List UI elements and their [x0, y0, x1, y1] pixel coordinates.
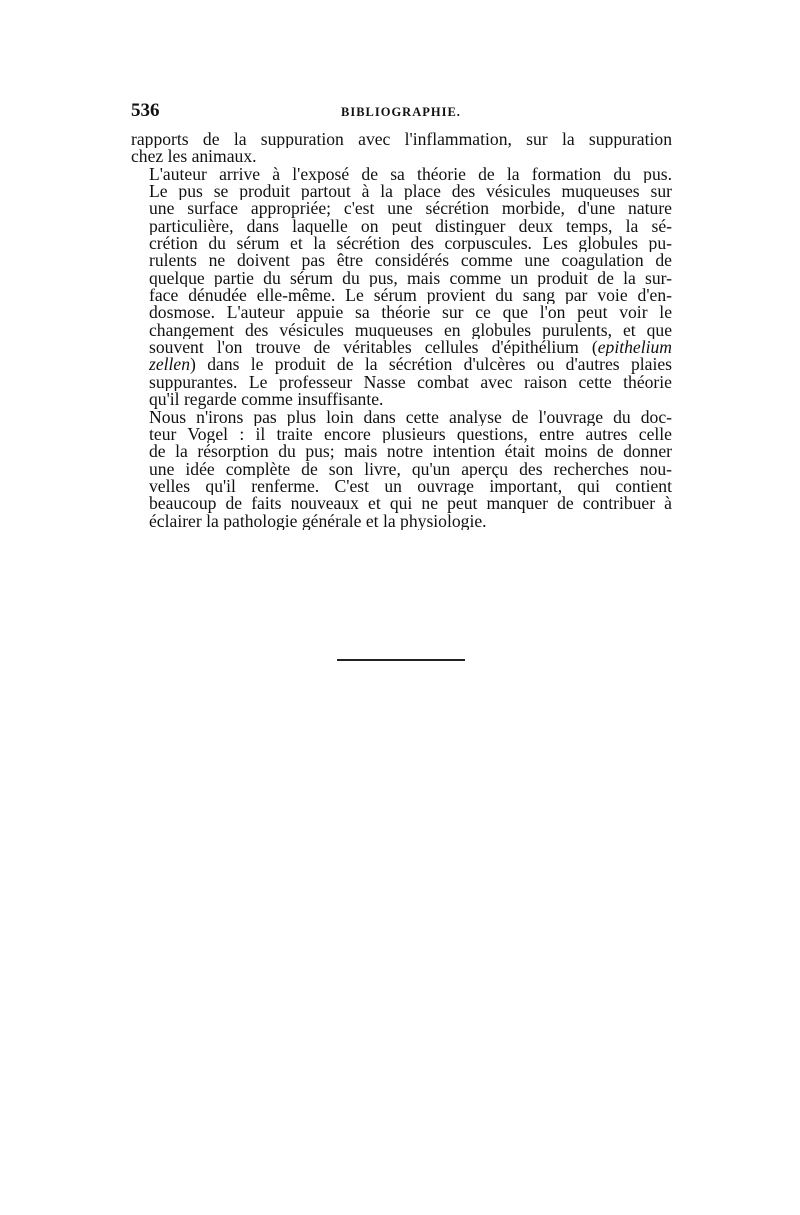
text-line: velles qu'il renferme. C'est un ouvrage important, qui contient: [149, 477, 672, 496]
text-line: teur Vogel : il traite encore plusieurs questions, entre autres celle: [149, 425, 672, 444]
text-line: rulents ne doivent pas être considérés comme une coagulation de: [149, 252, 672, 270]
text-line: de la résorption du pus; mais notre intention était moins de donner: [149, 443, 672, 461]
text-line: changement des vésicules muqueuses en globules purulents, et que: [149, 321, 672, 340]
paragraph-1: [131, 131, 672, 166]
text-line: rapports de la suppuration avec l'inflammation, sur la suppuration: [131, 131, 672, 149]
paragraph-3: [131, 409, 672, 530]
text-line: quelque partie du sérum du pus, mais comme un produit de la sur-: [149, 269, 672, 288]
running-title: BIBLIOGRAPHIE.: [341, 105, 461, 119]
text-line: qu'il regarde comme insuffisante.: [149, 391, 384, 409]
section-end-rule: [337, 659, 465, 661]
text-line: L'auteur arrive à l'exposé de sa théorie de la formation du pus.: [149, 165, 672, 184]
text-line: particulière, dans laquelle on peut distinguer deux temps, la sé-: [149, 217, 672, 236]
text-line: suppurantes. Le professeur Nasse combat avec raison cette théorie: [149, 373, 672, 392]
italic-term: zellen: [149, 356, 191, 374]
text-line: une surface appropriée; c'est une sécrétion morbide, d'une nature: [149, 200, 672, 218]
text-line: Nous n'irons pas plus loin dans cette analyse de l'ouvrage du doc-: [149, 408, 672, 426]
paragraph-2: [131, 166, 672, 409]
text-line: beaucoup de faits nouveaux et qui ne peut manquer de contribuer à: [149, 495, 672, 513]
text-line-with-italic: [131, 356, 672, 373]
running-head: [131, 100, 671, 124]
text-segment: ) dans le produit de la sécrétion d'ulcères ou d'autres plaies: [190, 356, 672, 374]
text-line: éclairer la pathologie générale et la physiologie.: [149, 512, 487, 530]
text-line-with-italic: [131, 339, 672, 356]
text-line: Le pus se produit partout à la place des vésicules muqueuses sur: [149, 183, 672, 201]
text-line: une idée complète de son livre, qu'un aperçu des recherches nou-: [149, 460, 672, 478]
text-line: crétion du sérum et la sécrétion des corpuscules. Les globules pu-: [149, 235, 672, 253]
page-number: 536: [131, 100, 160, 121]
italic-term: epithelium: [597, 339, 672, 357]
text-line: face dénudée elle-même. Le sérum provient du sang par voie d'en-: [149, 287, 672, 305]
body-text: [131, 131, 672, 530]
text-line: chez les animaux.: [131, 148, 257, 166]
text-line: dosmose. L'auteur appuie sa théorie sur ce que l'on peut voir le: [149, 304, 672, 322]
text-segment: souvent l'on trouve de véritables cellules d'épithélium (: [149, 339, 598, 357]
